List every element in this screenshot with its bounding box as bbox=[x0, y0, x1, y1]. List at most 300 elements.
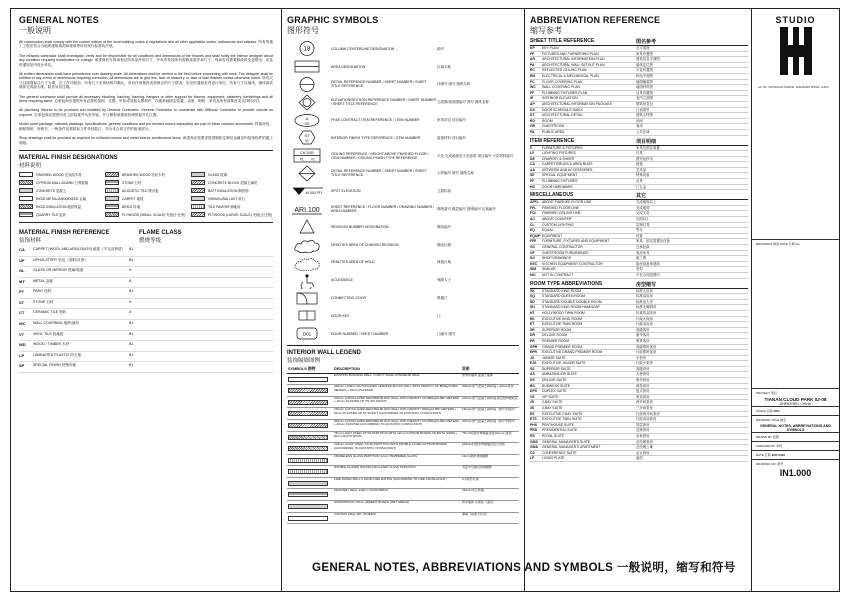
abbreviation-code: 2S bbox=[530, 400, 535, 405]
project-location: SHENZHEN, CHINA bbox=[779, 402, 812, 407]
abbreviation-code: DT bbox=[530, 113, 535, 118]
wall-description: 150mm AUTOCLAVED AERATED BLOCK WALL WITH DENSITY 800kg/CUBIC METERS + 20mm PLASTER UP TO SOFFIT (ACCORDING TO ACOUSTIC CONSULTANT) bbox=[333, 408, 461, 420]
abbreviation-meaning: SHOP DRAWINGS bbox=[542, 256, 572, 261]
abbreviation-meaning-cn: 地面铺装图 bbox=[636, 79, 653, 84]
abbreviation-meaning: PUBLIC AREA bbox=[542, 129, 565, 134]
svg-text:±0.000 FFL: ±0.000 FFL bbox=[305, 190, 323, 195]
material-label: CONCRETE BLOCK 混凝土砌块 bbox=[208, 180, 258, 185]
abbreviation-meaning-cn: 洁具 bbox=[636, 179, 643, 184]
symbol-description: DOOR NUMBER / SHEET NUMBER bbox=[331, 331, 389, 336]
abbreviation-meaning: ARCHITECTURAL WALL SETOUT PLAN bbox=[542, 62, 605, 67]
wall-description-cn: 100mm轻钢龙骨隔墙双层石膏板 bbox=[461, 443, 519, 455]
wall-description: 75mm LIGHT STEEL STUD PARTITION WITH 12mm GYPSUM BOARD ON BOTH SIDES + 50mm ROCK WOOL bbox=[333, 431, 461, 443]
wall-hatch-sample bbox=[288, 435, 328, 440]
material-label: BRICK 砖墙 bbox=[122, 204, 141, 209]
abbreviation-meaning-cn: 三开间套房 bbox=[636, 406, 653, 411]
graphic-symbols-title-cn: 图形符号 bbox=[287, 26, 319, 35]
wall-hatch-sample bbox=[288, 469, 328, 474]
wall-legend-header: 说明 bbox=[461, 366, 519, 374]
abbreviation-code: LP bbox=[530, 456, 535, 461]
finish-code: UP bbox=[19, 257, 25, 263]
abbreviation-meaning-cn: 会议套房 bbox=[636, 450, 650, 455]
abbreviation-code: EQUIP bbox=[530, 233, 541, 238]
abbreviation-meaning: EXECUTIVE 2-BAY SUITE bbox=[542, 411, 583, 416]
abbreviation-code: FC bbox=[530, 79, 535, 84]
graphic-symbol-row bbox=[287, 182, 519, 200]
finish-name: VINYL TILE 胶地板 bbox=[33, 331, 64, 336]
sheet-title-heading: SHEET TITLE REFERENCE 图名参考 bbox=[530, 38, 748, 46]
abbreviation-code: PA bbox=[530, 62, 535, 67]
abbreviation-code: ETS bbox=[530, 417, 537, 422]
graphic-symbol-row bbox=[287, 289, 519, 307]
symbol-description: DENOTES AREA OF HOLD bbox=[331, 260, 375, 265]
svg-text:101: 101 bbox=[304, 121, 310, 126]
graphic-symbol-row bbox=[287, 129, 519, 147]
svg-text:PL: PL bbox=[299, 157, 305, 162]
drawn-by-label: DRAWN BY 绘图 bbox=[752, 432, 839, 441]
abbreviation-meaning-cn: 完成地面 bbox=[636, 205, 650, 210]
abbreviation-code: DPS bbox=[530, 389, 537, 394]
abbreviation-meaning-cn: 高级尊贵客房 bbox=[636, 344, 657, 349]
finish-name: WOOD / TIMBER 木材 bbox=[33, 342, 70, 347]
abbreviation-meaning-cn: 天花布置图 bbox=[636, 68, 653, 73]
graphic-symbol-row bbox=[287, 307, 519, 325]
finish-row bbox=[19, 331, 273, 342]
finish-code: GL bbox=[19, 268, 25, 274]
abbreviation-code: EK bbox=[530, 316, 535, 321]
abbreviation-meaning-cn: 房间 bbox=[636, 118, 643, 123]
wall-sample-cell bbox=[287, 396, 333, 408]
abbreviation-meaning-cn: 标准无障碍房 bbox=[636, 305, 657, 310]
abbreviation-meaning: GENERAL MANAGER'S APARTMENT bbox=[542, 445, 601, 450]
abbreviation-row bbox=[530, 456, 748, 462]
abbreviation-meaning-cn: 家具、固定装置及设备 bbox=[636, 239, 670, 244]
material-legend-item bbox=[191, 187, 273, 194]
flame-class: B1 bbox=[129, 352, 134, 357]
finish-code: CA bbox=[19, 246, 25, 252]
general-notes-column bbox=[19, 15, 273, 373]
material-swatch bbox=[19, 180, 33, 185]
wall-legend-row bbox=[287, 419, 519, 431]
abbreviation-meaning: STANDARD KING ROOM-HANDICAP bbox=[542, 305, 600, 310]
finish-row bbox=[19, 288, 273, 299]
abbreviation-meaning-cn: 总经理公寓 bbox=[636, 445, 653, 450]
abbreviation-code: SR bbox=[530, 327, 535, 332]
finish-name: WALL COVERING 墙纸/墙布 bbox=[33, 321, 80, 326]
finish-name: GLASS OR MIRROR 玻璃/镜面 bbox=[33, 268, 84, 273]
general-notes-title-cn: 一般说明 bbox=[19, 26, 51, 35]
wall-sample-cell bbox=[287, 431, 333, 443]
abbreviation-code: RS bbox=[530, 434, 535, 438]
abbreviation-meaning-cn: 好莱坞双床房 bbox=[636, 310, 657, 315]
wall-hatch-sample bbox=[288, 400, 328, 405]
wall-legend-row bbox=[287, 431, 519, 443]
abbreviation-meaning-cn: 客房 bbox=[636, 124, 643, 129]
flame-class: B1 bbox=[129, 363, 134, 368]
symbol-description-cn: 修改编号 bbox=[437, 224, 451, 229]
material-swatch bbox=[105, 172, 119, 177]
abbreviation-meaning-cn: 顶层套房 bbox=[636, 422, 650, 427]
material-swatch bbox=[191, 204, 205, 209]
wall-description: 200mm AUTOCLAVED AERATED BLOCK WALL WITH DENSITY OF 800kg/CUBIC METERS + 20mm PLASTER (ACCORDING TO ACOUSTIC CONSULTANT) bbox=[333, 419, 461, 431]
abbreviation-meaning: EQUAL bbox=[542, 228, 554, 233]
abbreviation-meaning: EXECUTIVE GRAND PREMIER ROOM bbox=[542, 350, 603, 355]
symbol-description: SPOT ELEVATION bbox=[331, 189, 361, 194]
wall-description-cn: 200mm加气混凝土砌块墙 + 20mm抹灰 bbox=[461, 385, 519, 397]
door-number-icon bbox=[287, 325, 327, 342]
symbol-description-cn: 区域名称 bbox=[437, 64, 451, 69]
abbreviation-meaning-cn: 特殊设备 bbox=[636, 173, 650, 178]
accessible-icon bbox=[287, 272, 327, 289]
finish-row bbox=[19, 267, 273, 278]
abbreviation-meaning: STANDARD KING ROOM bbox=[542, 288, 582, 293]
abbreviation-meaning: ROYAL SUITE bbox=[542, 434, 565, 438]
abbreviation-meaning: VIP SUITE bbox=[542, 394, 559, 399]
wall-description-cn: 防水墙体 水泥板（湿区） bbox=[461, 501, 519, 513]
wall-legend-row bbox=[287, 512, 519, 524]
abbreviation-row bbox=[530, 185, 748, 191]
project-name: TIANAN CLOUD PARK 02-08 bbox=[764, 397, 827, 403]
triangle-icon bbox=[287, 218, 327, 235]
wall-sample-cell bbox=[287, 477, 333, 489]
finish-row bbox=[19, 278, 273, 289]
abbreviation-meaning: PREMIER ROOM bbox=[542, 338, 569, 343]
finish-name: CERAMIC TILE 瓷砖 bbox=[33, 310, 67, 315]
abbreviation-title-cn: 缩写参考 bbox=[530, 26, 562, 35]
ari-100-icon bbox=[287, 201, 327, 218]
wall-description-cn: 幕墙（由他方负责） bbox=[461, 512, 519, 524]
abbreviation-code: FFL bbox=[530, 205, 537, 210]
wall-description: EXISTING BUILDING WALL / CAVITY FACE CONCRETE WALL bbox=[333, 373, 461, 385]
material-legend-item bbox=[19, 203, 101, 210]
abbreviation-meaning-cn: 墙面材料图 bbox=[636, 85, 653, 90]
abbreviation-code: GMA bbox=[530, 445, 538, 450]
abbreviation-meaning: LIGHTING FIXTURES bbox=[542, 151, 576, 156]
wall-sample-cell bbox=[287, 466, 333, 478]
abbreviation-code: PA bbox=[530, 129, 535, 134]
finish-row bbox=[19, 320, 273, 331]
abbreviation-meaning-cn: 门五金 bbox=[636, 184, 647, 189]
abbreviation-meaning: SPECIAL EQUIPMENT bbox=[542, 173, 578, 178]
rect-box-icon bbox=[287, 58, 327, 75]
wall-description: DOUBLE GLAZED SOUND INSULATED GLASS PARTITION bbox=[333, 466, 461, 478]
detail-circle-icon bbox=[287, 76, 327, 93]
abbreviation-code: GF bbox=[530, 250, 535, 255]
wall-legend-row bbox=[287, 373, 519, 385]
flame-class: B1 bbox=[129, 289, 134, 294]
material-label: BATT INSULATION 隔热棉 bbox=[208, 188, 249, 193]
connecting-icon bbox=[287, 290, 327, 307]
svg-text:CH 2400: CH 2400 bbox=[300, 151, 314, 156]
note-paragraph: All written dimensions shall have precedence over drawing scale. All dimensions shall be verified in the field before proceeding with work. The designer shall be notified of any errors or dimensions requiring correction. All dimensions are to grid line, face of masonry, or face of wall finishes unless otherwise noted. 所有尺寸以图面标注尺寸为准，在工作开展前，所有尺寸应现场核对确认，若有任何错误或需修正的尺寸情况，应及时通知室内设计单位，所有尺寸以轴线、砌体面或墙体完成面为准，除非另有注明。 bbox=[19, 72, 273, 90]
abbreviation-meaning-cn: 台面以上 bbox=[636, 217, 650, 222]
abbreviation-code: PHS bbox=[530, 422, 537, 427]
abbreviation-code: EPR bbox=[530, 350, 537, 355]
hex-ST-icon bbox=[287, 129, 327, 146]
finish-code: SP bbox=[19, 363, 25, 369]
abbreviation-meaning: STANDARD DOUBLE DOUBLE ROOM bbox=[542, 299, 602, 304]
abbreviation-meaning-cn: 墙体定位图 bbox=[636, 62, 653, 67]
wall-sample-cell bbox=[287, 385, 333, 397]
abbreviation-meaning: DRAPERY & SHEER bbox=[542, 156, 575, 161]
abbreviation-meaning-cn: 商务套房 bbox=[636, 383, 650, 388]
abbreviation-meaning-cn: 公共区域 bbox=[636, 129, 650, 134]
abbreviation-meaning-cn: 高级客房 bbox=[636, 327, 650, 332]
svg-text:01: 01 bbox=[305, 139, 309, 144]
svg-text:18: 18 bbox=[303, 46, 311, 53]
abbreviation-meaning: DELUXE ROOM bbox=[542, 333, 568, 338]
abbreviation-meaning: DUPLEX SUITE bbox=[542, 389, 567, 394]
material-swatch bbox=[19, 212, 33, 217]
wall-description-cn: 100mm加气混凝土砌块墙 砌至结构楼板底 bbox=[461, 396, 519, 408]
graphic-symbol-row bbox=[287, 200, 519, 218]
finish-reference-title: MATERIAL FINISH REFERENCE bbox=[19, 229, 110, 236]
wall-legend-table bbox=[287, 366, 519, 525]
abbreviation-meaning-cn: 家具布置图 bbox=[636, 51, 653, 56]
wall-sample-cell bbox=[287, 419, 333, 431]
material-legend-item bbox=[19, 187, 101, 194]
abbreviation-meaning-cn: 施工图 bbox=[636, 256, 647, 261]
finish-name: CARPET (WOOL AND AREA RUGS) 地毯（羊毛及块毯） bbox=[33, 246, 126, 251]
finish-code: MT bbox=[19, 278, 25, 284]
wall-hatch-sample bbox=[288, 492, 328, 497]
symbol-description: DETAIL REFERENCE NUMBER / SHEET NUMBER / SHEET TITLE REFERENCE bbox=[331, 169, 427, 178]
material-label: STONE 石材 bbox=[122, 180, 142, 185]
misc-list bbox=[530, 200, 748, 278]
finish-code: LP bbox=[19, 352, 25, 358]
finish-reference-table bbox=[19, 246, 273, 373]
note-paragraph: Shop drawings shall be provided as required for millwork/custom and metal interior architectural items. 承建商应按要求提供橱柜定制及金属室内装饰构件的施工图纸。 bbox=[19, 136, 273, 145]
abbreviation-meaning-cn: 厨房设备承建商 bbox=[636, 261, 660, 266]
symbol-description-cn: 装饰材料 项目编号 bbox=[437, 135, 466, 140]
material-legend-item bbox=[191, 171, 273, 178]
abbreviation-meaning: CARPETS/RUGS & AREA RUGS bbox=[542, 162, 593, 167]
abbreviation-code: CA bbox=[530, 162, 535, 167]
material-legend-item bbox=[105, 203, 187, 210]
abbreviation-meaning-cn: 行政双床房 bbox=[636, 322, 653, 327]
symbol-description-cn: 轴号 bbox=[437, 46, 444, 51]
material-legend-item bbox=[19, 195, 101, 202]
abbreviation-code: SH bbox=[530, 305, 535, 310]
sheet-title-list bbox=[530, 46, 748, 136]
cloud-icon bbox=[287, 236, 327, 253]
material-label: ACOUSTIC TILE 吸音板 bbox=[122, 188, 159, 193]
flame-class: B1 bbox=[129, 246, 134, 251]
finish-name: LAMINATED PLASTIC 防火板 bbox=[33, 352, 82, 357]
abbreviation-meaning: GUESTROOM bbox=[542, 124, 565, 129]
graphic-symbol-row bbox=[287, 218, 519, 236]
finish-code: PT bbox=[19, 289, 25, 295]
revision-header: REVISIONS 修改 DATE 日期 No. bbox=[752, 239, 839, 248]
material-swatch bbox=[105, 188, 119, 193]
graphic-symbols-list bbox=[287, 40, 519, 343]
abbreviation-meaning-cn: 行政尊贵客房 bbox=[636, 350, 657, 355]
material-legend-item bbox=[105, 211, 187, 218]
abbreviation-meaning-cn: 行政大床房 bbox=[636, 316, 653, 321]
material-legend-item bbox=[105, 187, 187, 194]
abbreviation-meaning-cn: 建筑信息包 bbox=[636, 101, 653, 106]
finish-row bbox=[19, 299, 273, 310]
abbreviation-code: AP bbox=[530, 101, 535, 106]
abbreviation-code: DE bbox=[530, 156, 535, 161]
abbreviation-meaning-cn: 机电平面图 bbox=[636, 73, 653, 78]
finish-name: PAINT 涂料 bbox=[33, 289, 52, 294]
abbreviation-code: AC bbox=[530, 217, 535, 222]
finish-row bbox=[19, 341, 273, 352]
abbreviation-meaning: AMBASSADOR SUITE bbox=[542, 372, 577, 377]
abbreviation-code: VS bbox=[530, 394, 535, 399]
abbreviation-meaning-cn: 皇家套房 bbox=[636, 434, 650, 438]
flame-class-title-cn: 燃烧等级 bbox=[139, 237, 162, 244]
finish-name: METAL 金属 bbox=[33, 278, 53, 283]
abbreviation-meaning-cn: 贵宾套房 bbox=[636, 394, 650, 399]
finish-row bbox=[19, 246, 273, 257]
detail-square-icon bbox=[287, 165, 327, 182]
abbreviation-meaning: GENERAL CONTRACTOR bbox=[542, 245, 583, 249]
graphic-symbol-row bbox=[287, 40, 519, 58]
abbreviation-code: GC bbox=[530, 245, 536, 249]
column-divider bbox=[281, 9, 282, 591]
abbreviation-meaning: HOLLYWOOD TWIN ROOM bbox=[542, 310, 585, 315]
abbreviation-code: JS bbox=[530, 355, 535, 360]
abbreviation-meaning-cn: 门表索引 bbox=[636, 107, 650, 112]
abbreviation-meaning-cn: 总经理套房 bbox=[636, 439, 653, 444]
abbreviation-code: HT bbox=[530, 310, 535, 315]
graphic-symbol-row bbox=[287, 271, 519, 289]
date-label: DATE 日期 JUN 2019 bbox=[752, 450, 839, 459]
material-label: TILE PAVERS 铺地砖 bbox=[208, 204, 241, 209]
wall-sample-cell bbox=[287, 408, 333, 420]
graphic-symbol-row bbox=[287, 58, 519, 76]
general-notes-title: GENERAL NOTES bbox=[19, 15, 99, 25]
abbreviation-code: PF bbox=[530, 90, 535, 95]
wall-legend-header: DESCRIPTION bbox=[333, 366, 461, 374]
abbreviation-code: ES bbox=[530, 411, 535, 416]
abbreviation-code: 3S bbox=[530, 406, 535, 411]
material-swatch bbox=[105, 204, 119, 209]
flame-class: B1 bbox=[129, 257, 134, 262]
finish-reference-title-cn: 装饰材料 bbox=[19, 237, 42, 244]
abbreviation-meaning-cn: 设备 bbox=[636, 233, 643, 238]
wall-description-cn: 75mm轻钢龙骨隔墙双面12mm石膏板 bbox=[461, 431, 519, 443]
wall-description-cn: 240mm实心砖墙 bbox=[461, 489, 519, 501]
graphic-symbols-title: GRAPHIC SYMBOLS bbox=[287, 15, 379, 25]
abbreviation-meaning: PLUMBING FIXTURES PLAN bbox=[542, 90, 588, 95]
material-swatch bbox=[19, 196, 33, 201]
abbreviation-code: DS bbox=[530, 107, 535, 112]
scale-label: SCALE 比例 NTS bbox=[752, 406, 839, 415]
wall-legend-title-cn: 装饰隔墙图例 bbox=[287, 357, 321, 364]
material-legend-title: MATERIAL FINISH DESIGNATIONS bbox=[19, 154, 118, 161]
wall-legend-row bbox=[287, 466, 519, 478]
wall-hatch-sample bbox=[288, 446, 328, 451]
abbreviation-meaning: DOOR SCHEDULE INDEX bbox=[542, 107, 583, 112]
abbreviation-code: EQ bbox=[530, 228, 535, 233]
abbreviation-code: PF bbox=[530, 179, 535, 184]
material-legend-item bbox=[19, 171, 101, 178]
drawing-title-label: DRAWING TITLE 图名 bbox=[752, 415, 839, 424]
drawing-sheet bbox=[10, 8, 840, 592]
abbreviation-meaning-cn: 起居 bbox=[636, 456, 643, 461]
finish-code: WD bbox=[19, 342, 26, 348]
symbol-description-cn: 门编号 图号 bbox=[437, 331, 456, 336]
wall-hatch-sample bbox=[288, 481, 328, 486]
finish-row bbox=[19, 362, 273, 373]
material-swatch bbox=[19, 188, 33, 193]
abbreviation-meaning: PENTHOUSE SUITE bbox=[542, 422, 575, 427]
studio-logo-mark bbox=[766, 25, 826, 77]
material-swatch bbox=[191, 188, 205, 193]
abbreviation-meaning-cn: 灯具 bbox=[636, 151, 643, 156]
note-paragraph: The millwork contractor shall investigate, verify and be responsible for all conditions and dimensions of the fixtures and shall notify the interior designer about any condition requiring modification or change. 承建商应在现场查证所有条件和尺寸，并负责发现所有需修改条件和尺寸，现场若有需要修改或变更情况，应及时通知室内设计单位。 bbox=[19, 53, 273, 67]
graphic-symbol-row bbox=[287, 111, 519, 129]
column-divider bbox=[524, 9, 525, 591]
abbreviation-meaning-cn: 豪华套房 bbox=[636, 378, 650, 383]
abbreviation-meaning: GENERAL MANAGER'S SUITE bbox=[542, 439, 590, 444]
abbreviation-meaning: 2-BAY SUITE bbox=[542, 400, 563, 405]
wall-hatch-sample bbox=[288, 411, 328, 416]
abbreviation-code: BS bbox=[530, 383, 535, 388]
wall-sample-cell bbox=[287, 373, 333, 385]
finish-code: VT bbox=[19, 331, 25, 337]
studio-address: 4/F, NO. 128 DESIGN AVENUE, SHENZHEN 518000, CHINA bbox=[758, 86, 829, 89]
abbreviation-code: HD bbox=[530, 184, 535, 189]
wall-description-cn: 150mm加气混凝土砌块墙（按声学顾问） bbox=[461, 408, 519, 420]
wall-hatch-sample bbox=[288, 423, 328, 428]
wall-description: 100mm AUTOCLAVED AERATED BLOCK WALL WITH DENSITY OF 800kg/CUBIC METERS + 20mm PLASTER UP TO SIC SOFFIT bbox=[333, 396, 461, 408]
abbreviation-meaning: DOOR HARDWARE bbox=[542, 184, 573, 189]
abbreviation-meaning-cn: 等分 bbox=[636, 228, 643, 233]
material-legend-item bbox=[19, 211, 101, 218]
svg-text:ST: ST bbox=[304, 133, 310, 139]
flame-class: A bbox=[129, 310, 132, 315]
symbol-description-cn: 修改区域 bbox=[437, 242, 451, 247]
abbreviation-meaning: FLOOR COVERING PLAN bbox=[542, 79, 583, 84]
finish-name: SPECIAL FINISH 特殊饰面 bbox=[33, 363, 77, 368]
room-type-list bbox=[530, 289, 748, 462]
abbreviation-meaning-cn: 建筑信息平面图 bbox=[636, 57, 660, 62]
abbreviation-meaning-cn: 小套房 bbox=[636, 355, 647, 360]
flame-class-title: FLAME CLASS bbox=[139, 229, 182, 236]
finish-name: STONE 石材 bbox=[33, 299, 54, 304]
abbreviation-code: FCL bbox=[530, 211, 537, 216]
graphic-symbol-row bbox=[287, 165, 519, 183]
abbreviation-code: KEC bbox=[530, 261, 538, 266]
symbol-description-cn: 大样编号 图号 图纸名称 bbox=[437, 171, 474, 176]
material-label: GYPSUM WALL BOARD 石膏板墙 bbox=[36, 180, 89, 185]
wall-description: FRAMELESS GLASS PARTITION 12mm TEMPERED GLASS bbox=[333, 454, 461, 466]
abbreviation-meaning: ARCHITECTURAL INFORMATION PACKAGE bbox=[542, 101, 612, 106]
abbreviation-meaning: EXECUTIVE KING ROOM bbox=[542, 316, 582, 321]
abbreviation-code: AR bbox=[530, 57, 535, 62]
ellipse-A-icon bbox=[287, 112, 327, 129]
abbreviation-meaning: FURNITURE, FIXTURES AND EQUIPMENT bbox=[542, 239, 610, 244]
symbol-description: AREA DESIGNATION bbox=[331, 64, 366, 69]
abbreviation-meaning: JUNIOR SUITE bbox=[542, 355, 566, 360]
finish-row bbox=[19, 352, 273, 363]
abbreviation-code: CL bbox=[530, 222, 535, 227]
material-label: CONCRETE 混凝土 bbox=[36, 188, 67, 193]
abbreviation-code: RO bbox=[530, 118, 536, 123]
abbreviation-meaning-cn: 尊贵客房 bbox=[636, 338, 650, 343]
abbreviation-code: GMS bbox=[530, 439, 538, 444]
material-legend-item bbox=[105, 195, 187, 202]
note-paragraph: All plumbing fixtures to be provided and installed by General Contractor. General Contractor to coordinate with Millwork Contractor to provide cutouts as required. 总承包商应提供所有卫浴装置并负责安装，并与橱柜承建商协调预留开孔位置。 bbox=[19, 108, 273, 117]
svg-text:ARI.100: ARI.100 bbox=[294, 206, 320, 214]
abbreviation-meaning-cn: 洁具布置图 bbox=[636, 90, 653, 95]
abbreviation-meaning: KEY PLAN bbox=[542, 46, 559, 50]
material-swatch bbox=[19, 204, 33, 209]
